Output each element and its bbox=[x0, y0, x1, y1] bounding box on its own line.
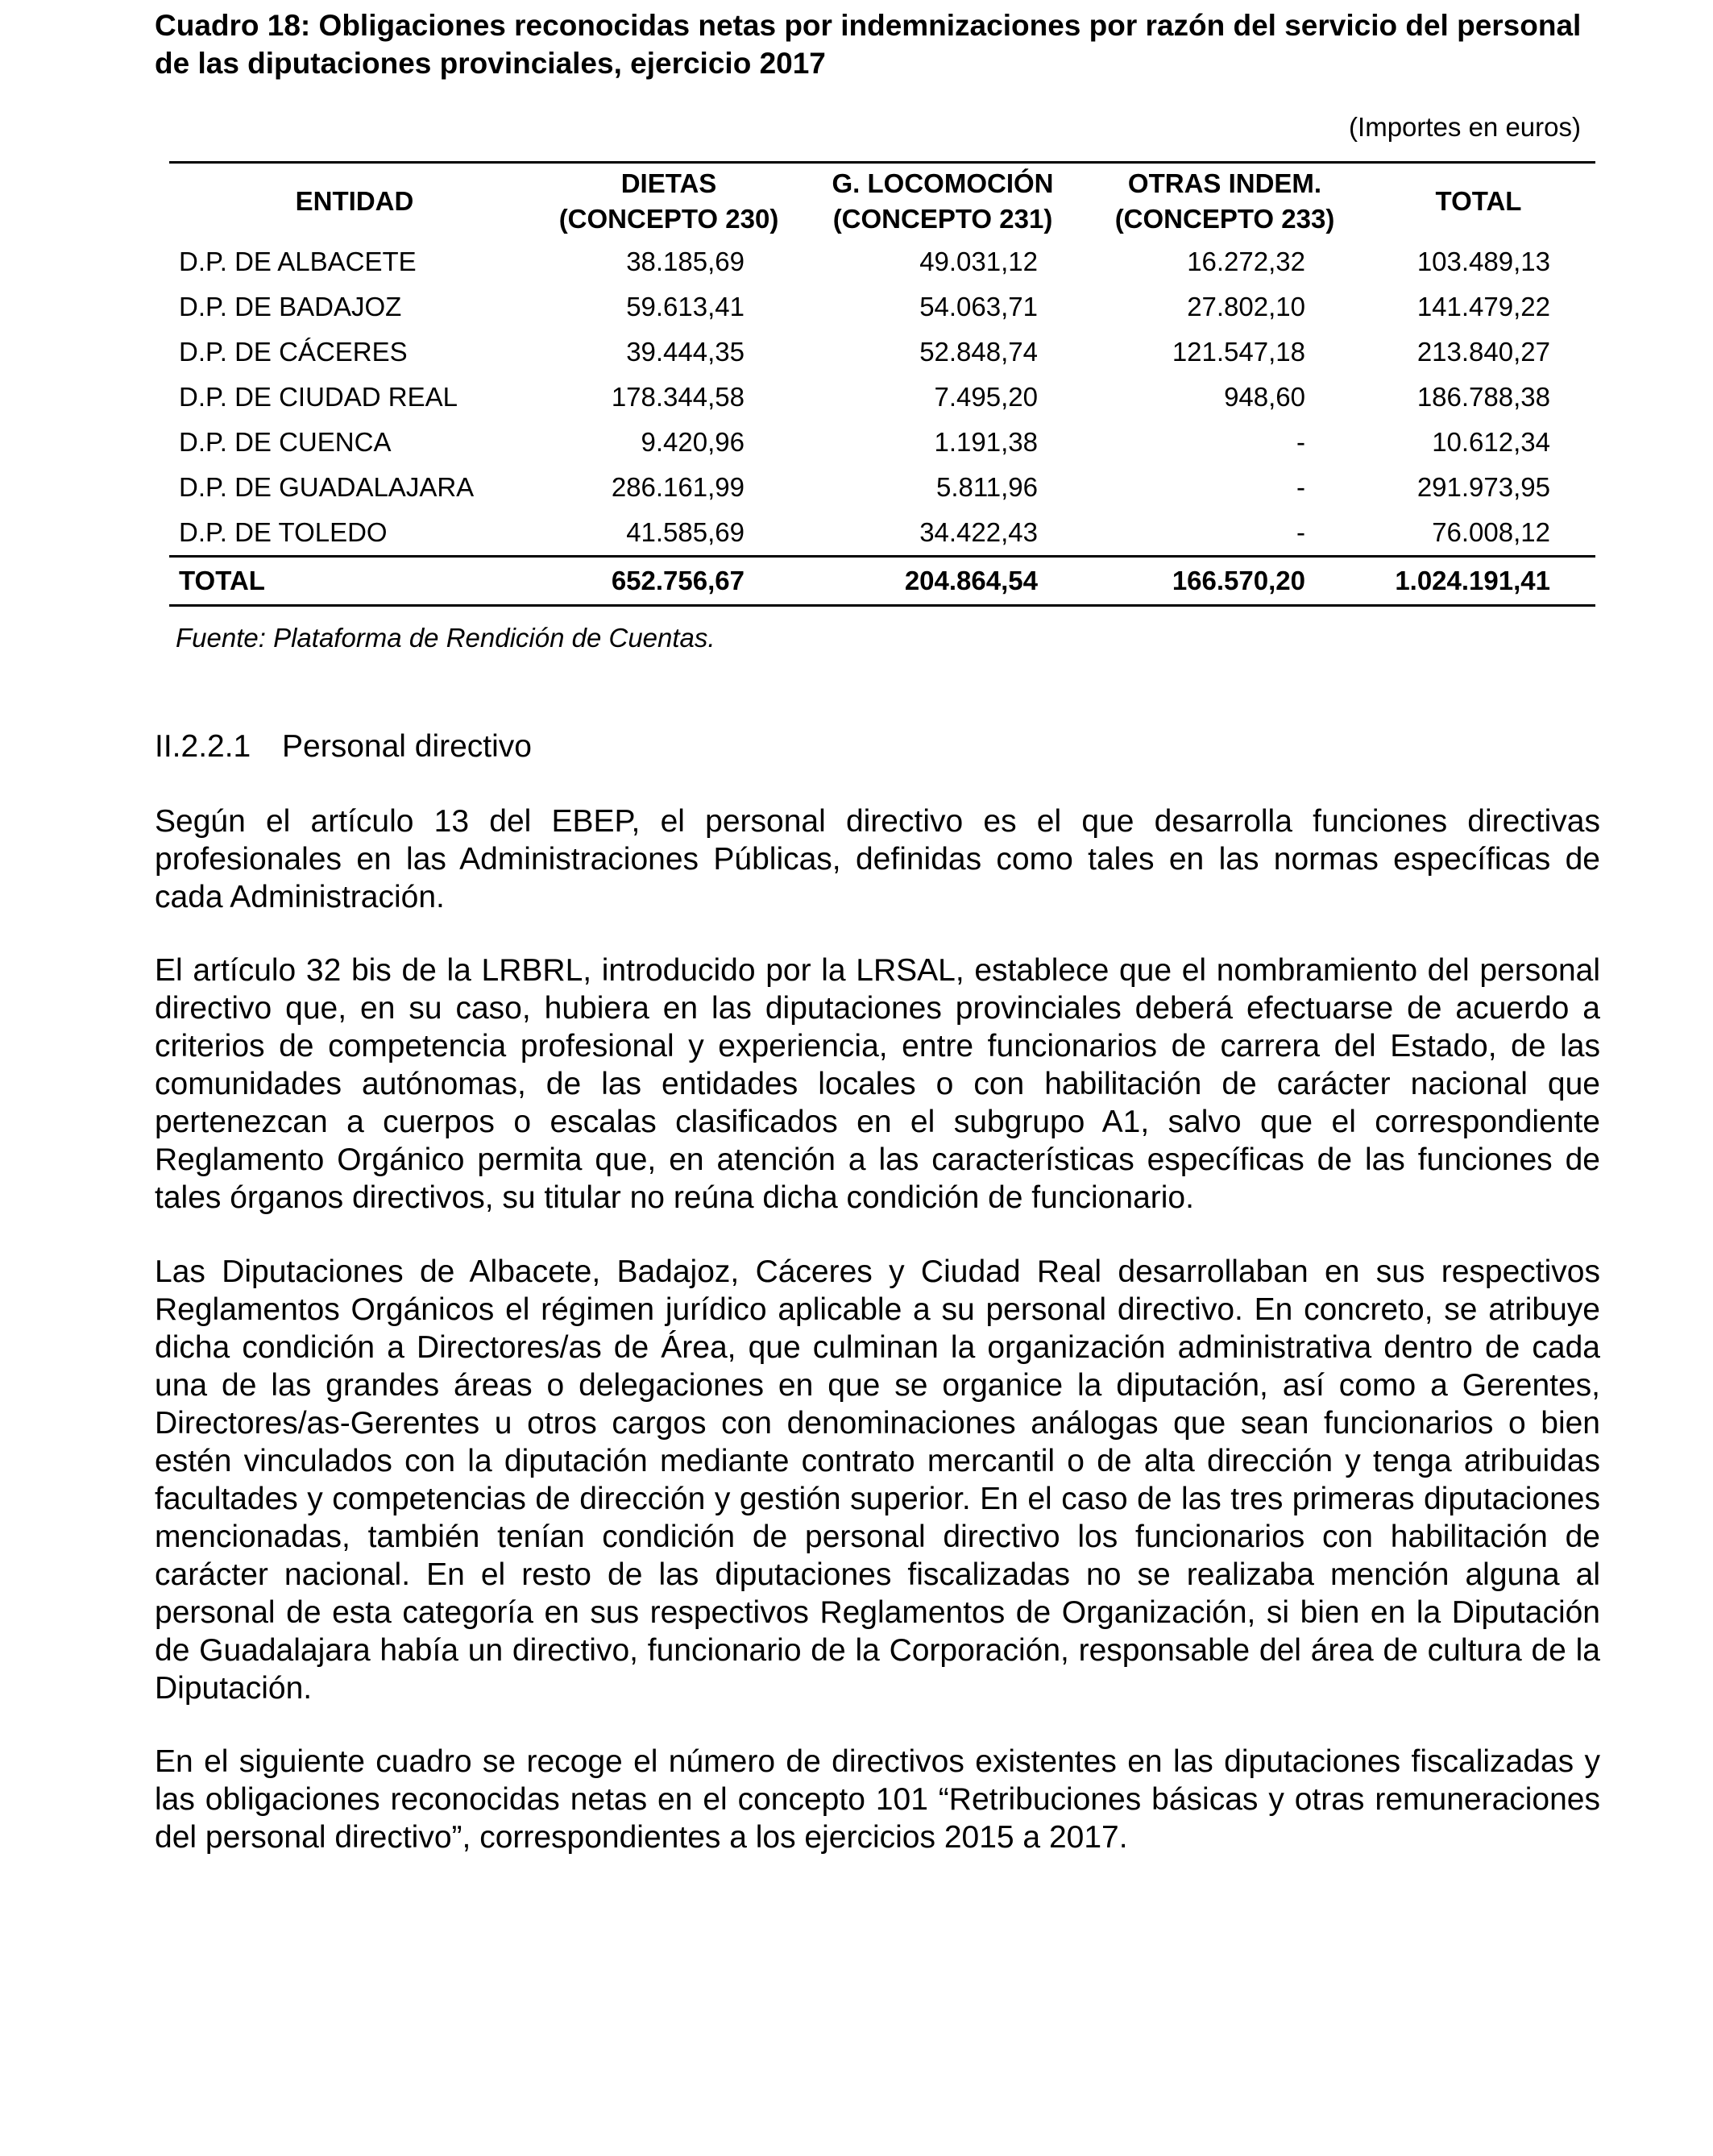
cell-locomocion: 49.031,12 bbox=[919, 247, 1038, 276]
cell-total: 213.840,27 bbox=[1416, 337, 1550, 367]
cell-dietas: 178.344,58 bbox=[611, 382, 745, 412]
table-row bbox=[169, 375, 1595, 420]
cell-total: 1.024.191,41 bbox=[1362, 557, 1595, 606]
cell-locomocion: 34.422,43 bbox=[919, 517, 1038, 547]
cell-locomocion: 52.848,74 bbox=[919, 337, 1038, 367]
cell-total: 103.489,13 bbox=[1416, 247, 1550, 276]
cell-entidad: D.P. DE CIUDAD REAL bbox=[179, 382, 458, 412]
cell-locomocion: 7.495,20 bbox=[934, 382, 1038, 412]
section-title: Personal directivo bbox=[282, 729, 532, 764]
cell-locomocion: 1.191,38 bbox=[934, 427, 1038, 457]
cell-locomocion: 204.864,54 bbox=[798, 557, 1088, 606]
cell-total: 291.973,95 bbox=[1416, 472, 1550, 502]
cell-entidad: D.P. DE CUENCA bbox=[179, 427, 392, 457]
cell-total: 10.612,34 bbox=[1432, 427, 1550, 457]
cell-entidad: D.P. DE GUADALAJARA bbox=[179, 472, 475, 502]
cell-otras: 16.272,32 bbox=[1187, 247, 1305, 276]
header-dietas: DIETAS (CONCEPTO 230) bbox=[540, 163, 798, 240]
cell-dietas: 41.585,69 bbox=[626, 517, 745, 547]
table-total-row bbox=[169, 557, 1595, 606]
header-otras: OTRAS INDEM. (CONCEPTO 233) bbox=[1088, 163, 1362, 240]
cell-dietas: 286.161,99 bbox=[611, 472, 745, 502]
units-note: (Importes en euros) bbox=[1349, 112, 1581, 142]
cell-otras: 166.570,20 bbox=[1088, 557, 1362, 606]
cell-otras: - bbox=[1296, 427, 1305, 457]
indemnizaciones-table bbox=[169, 161, 1595, 607]
section-number: II.2.2.1 bbox=[155, 729, 251, 764]
cell-otras: 121.547,18 bbox=[1172, 337, 1305, 367]
table-row bbox=[169, 420, 1595, 465]
table-row bbox=[169, 284, 1595, 330]
cell-entidad: D.P. DE TOLEDO bbox=[179, 517, 388, 547]
table-row bbox=[169, 510, 1595, 557]
table-row bbox=[169, 239, 1595, 284]
table-source-note: Fuente: Plataforma de Rendición de Cuentas. bbox=[176, 623, 715, 653]
cell-locomocion: 54.063,71 bbox=[919, 292, 1038, 321]
body-paragraph: En el siguiente cuadro se recoge el número de directivos existentes en las diputaciones fiscalizadas y las obligaciones reconocidas netas en el concepto 101 “Retribuciones básicas y otras remuneraciones del personal directivo”, correspondientes a los ejercicios 2015 a 2017. bbox=[155, 1744, 1600, 1855]
table-row bbox=[169, 330, 1595, 375]
section-heading bbox=[155, 728, 532, 766]
cell-otras: - bbox=[1296, 517, 1305, 547]
table-title: Cuadro 18: Obligaciones reconocidas netas por indemnizaciones por razón del servicio del personal de las diputaciones provinciales, ejercicio 2017 bbox=[155, 9, 1582, 80]
header-total: TOTAL bbox=[1362, 163, 1595, 240]
table-header-row bbox=[169, 163, 1595, 240]
header-locomocion: G. LOCOMOCIÓN (CONCEPTO 231) bbox=[798, 163, 1088, 240]
header-entidad: ENTIDAD bbox=[169, 163, 540, 240]
cell-total: 186.788,38 bbox=[1416, 382, 1550, 412]
body-paragraph: Según el artículo 13 del EBEP, el personal directivo es el que desarrolla funciones directivas profesionales en las Administraciones Públicas, definidas como tales en las normas específicas de cada Administración. bbox=[155, 804, 1600, 914]
cell-total: 76.008,12 bbox=[1432, 517, 1550, 547]
cell-entidad: D.P. DE ALBACETE bbox=[179, 247, 417, 276]
cell-otras: - bbox=[1296, 472, 1305, 502]
cell-entidad: D.P. DE BADAJOZ bbox=[179, 292, 402, 321]
cell-otras: 27.802,10 bbox=[1187, 292, 1305, 321]
body-paragraph: El artículo 32 bis de la LRBRL, introducido por la LRSAL, establece que el nombramiento del personal directivo que, en su caso, hubiera en las diputaciones provinciales deberá efectuarse de acuerdo a criterios de competencia profesional y experiencia, entre funcionarios de carrera del Estado, de las comunidades autónomas, de las entidades locales o con habilitación de carácter nacional que pertenezcan a cuerpos o escalas clasificados en el subgrupo A1, salvo que el correspondiente Reglamento Orgánico permita que, en atención a las características específicas de las funciones de tales órganos directivos, su titular no reúna dicha condición de funcionario. bbox=[155, 953, 1600, 1215]
body-paragraph: Las Diputaciones de Albacete, Badajoz, Cáceres y Ciudad Real desarrollaban en sus respectivos Reglamentos Orgánicos el régimen jurídico aplicable a su personal directivo. En concreto, se atribuye dicha condición a Directores/as de Área, que culminan la organización administrativa dentro de cada una de las grandes áreas o delegaciones en que se organice la diputación, así como a Gerentes, Directores/as-Gerentes u otros cargos con denominaciones análogas que sean funcionarios o bien estén vinculados con la diputación mediante contrato mercantil o de alta dirección y tenga atribuidas facultades y competencias de dirección y gestión superior. En el caso de las tres primeras diputaciones mencionadas, también tenían condición de personal directivo los funcionarios con habilitación de carácter nacional. En el resto de las diputaciones fiscalizadas no se realizaba mención alguna al personal de esta categoría en sus respectivos Reglamentos de Organización, si bien en la Diputación de Guadalajara había un directivo, funcionario de la Corporación, responsable del área de cultura de la Diputación. bbox=[155, 1254, 1600, 1706]
table-row bbox=[169, 465, 1595, 510]
cell-dietas: 652.756,67 bbox=[540, 557, 798, 606]
cell-entidad: TOTAL bbox=[169, 557, 540, 606]
cell-dietas: 9.420,96 bbox=[641, 427, 745, 457]
cell-dietas: 38.185,69 bbox=[626, 247, 745, 276]
cell-dietas: 39.444,35 bbox=[626, 337, 745, 367]
cell-otras: 948,60 bbox=[1224, 382, 1305, 412]
cell-dietas: 59.613,41 bbox=[626, 292, 745, 321]
cell-total: 141.479,22 bbox=[1416, 292, 1550, 321]
cell-entidad: D.P. DE CÁCERES bbox=[179, 337, 408, 367]
cell-locomocion: 5.811,96 bbox=[935, 472, 1038, 502]
